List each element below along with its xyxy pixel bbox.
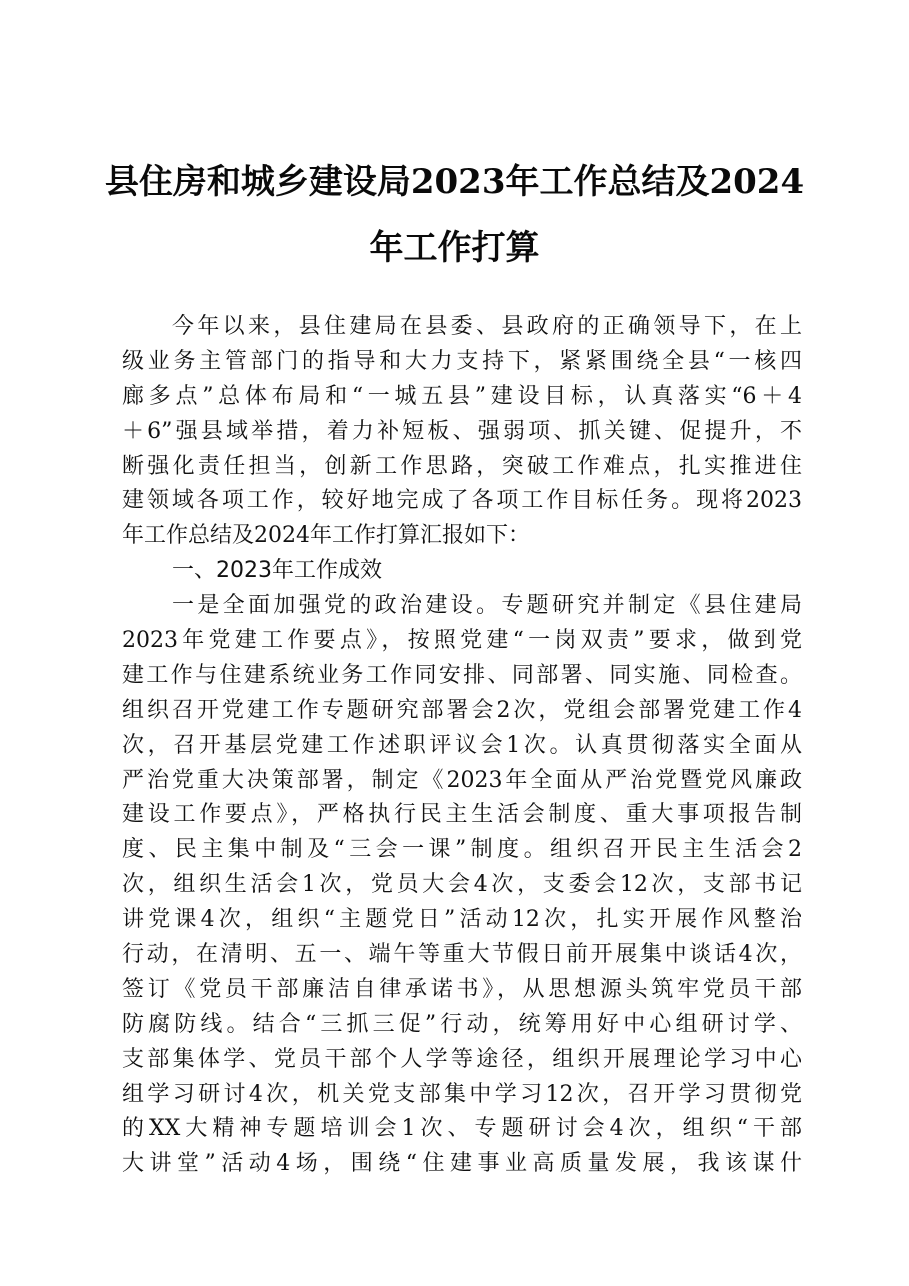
paragraph-line: 度、民主集中制及“三会一课”制度。组织召开民主生活会2 [122,837,802,863]
paragraph-line: 的XX大精神专题培训会1次、专题研讨会4次，组织“干部 [122,1116,802,1142]
paragraph-line: 建工作与住建系统业务工作同安排、同部署、同实施、同检查。 [122,662,802,688]
paragraph-line: 讲党课4次，组织“主题党日”活动12次，扎实开展作风整治 [122,907,802,933]
paragraph-line: ＋6”强县域举措，着力补短板、强弱项、抓关键、促提升，不 [122,418,802,444]
document-title-line-1: 县住房和城乡建设局2023年工作总结及2024 [104,162,805,202]
paragraph-line: 严治党重大决策部署，制定《2023年全面从严治党暨党风廉政 [122,767,802,793]
paragraph-line: 级业务主管部门的指导和大力支持下，紧紧围绕全县“一核四 [122,348,802,374]
paragraph-line: 建设工作要点》，严格执行民主生活会制度、重大事项报告制 [122,802,802,828]
document-title-line-2: 年工作打算 [369,228,540,268]
document-body [122,310,802,1182]
paragraph-line: 组织召开党建工作专题研究部署会2次，党组会部署党建工作4 [122,697,802,723]
paragraph-line: 行动，在清明、五一、端午等重大节假日前开展集中谈话4次， [122,942,802,968]
paragraph-line: 廊多点”总体布局和“一城五县”建设目标，认真落实“6＋4 [122,383,802,409]
section-heading: 一、2023年工作成效 [172,558,382,584]
paragraph-line: 次，组织生活会1次，党员大会4次，支委会12次，支部书记 [122,872,802,898]
paragraph-line: 次，召开基层党建工作述职评议会1次。认真贯彻落实全面从 [122,732,802,758]
paragraph-line: 组学习研讨4次，机关党支部集中学习12次，召开学习贯彻党 [122,1081,802,1107]
paragraph-line: 2023年党建工作要点》，按照党建“一岗双责”要求，做到党 [122,628,802,654]
paragraph-line: 断强化责任担当，创新工作思路，突破工作难点，扎实推进住 [122,453,802,479]
paragraph-line: 防腐防线。结合“三抓三促”行动，统筹用好中心组研讨学、 [122,1011,802,1037]
paragraph-line: 支部集体学、党员干部个人学等途径，组织开展理论学习中心 [122,1046,802,1072]
paragraph-line: 一是全面加强党的政治建设。专题研究并制定《县住建局 [172,593,802,619]
paragraph-line: 今年以来，县住建局在县委、县政府的正确领导下，在上 [172,314,802,339]
paragraph-line: 签订《党员干部廉洁自律承诺书》，从思想源头筑牢党员干部 [122,976,802,1002]
paragraph-line: 建领域各项工作，较好地完成了各项工作目标任务。现将2023 [122,488,802,514]
paragraph-line: 年工作总结及2024年工作打算汇报如下： [122,523,530,549]
paragraph-line: 大讲堂”活动4场，围绕“住建事业高质量发展，我该谋什 [122,1151,802,1177]
